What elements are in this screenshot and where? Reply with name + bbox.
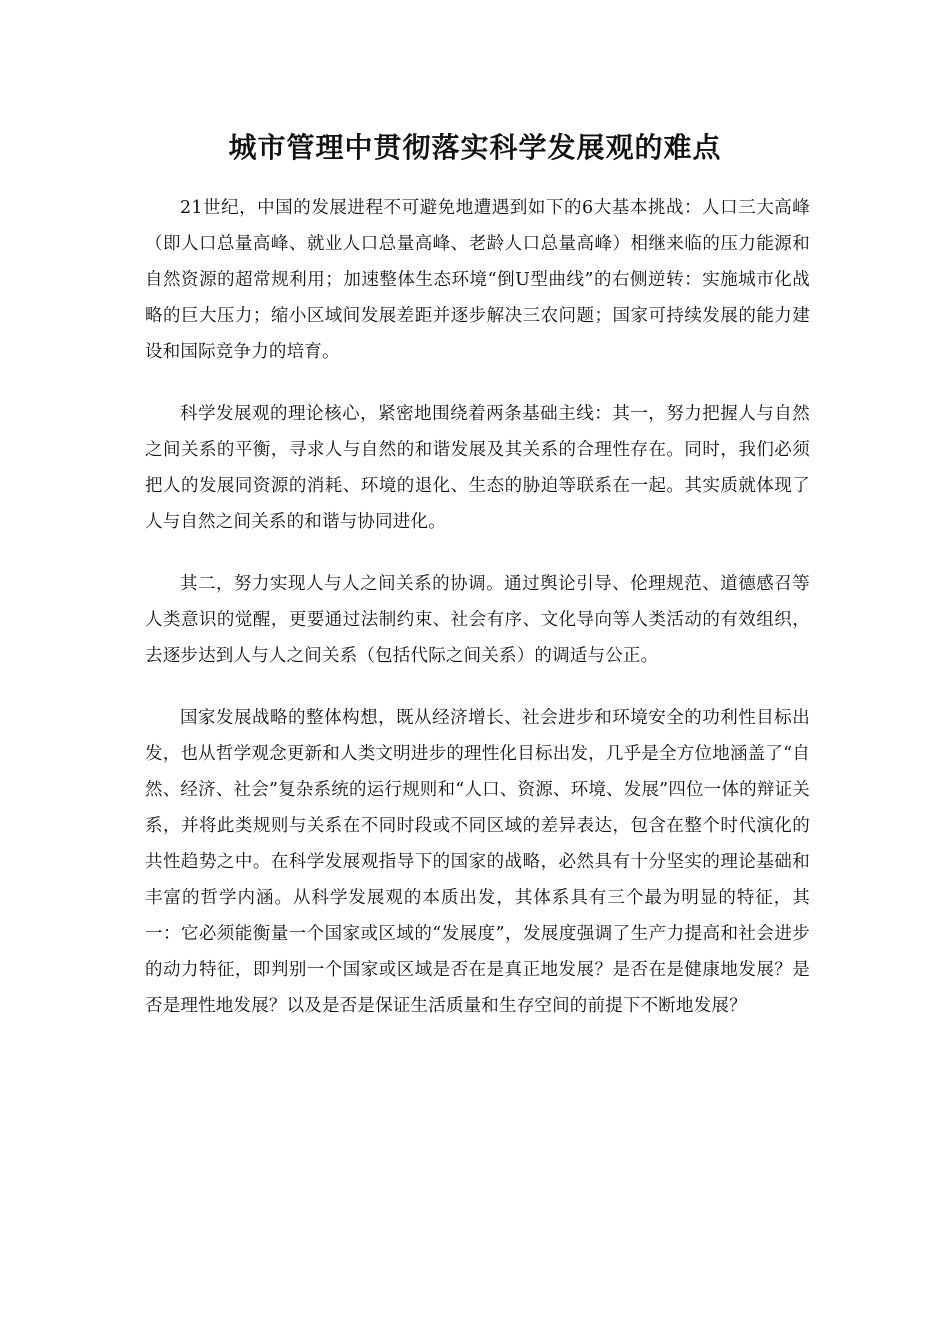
- document-body: [145, 190, 810, 1050]
- paragraph-3: 其二，努力实现人与人之间关系的协调。通过舆论引导、伦理规范、道德感召等人类意识的觉醒，更要通过法制约束、社会有序、文化导向等人类活动的有效组织，去逐步达到人与人之间关系（包括代际之间关系）的调适与公正。: [145, 574, 810, 666]
- paragraph-1: 21世纪，中国的发展进程不可避免地遭遇到如下的6大基本挑战：人口三大高峰（即人口总量高峰、就业人口总量高峰、老龄人口总量高峰）相继来临的压力能源和自然资源的超常规利用；加速整体生态环境“倒U型曲线”的右侧逆转：实施城市化战略的巨大压力；缩小区域间发展差距并逐步解决三农问题；国家可持续发展的能力建设和国际竞争力的培育。: [145, 198, 810, 362]
- paragraph-4: 国家发展战略的整体构想，既从经济增长、社会进步和环境安全的功利性目标出发，也从哲学观念更新和人类文明进步的理性化目标出发，几乎是全方位地涵盖了“自然、经济、社会”复杂系统的运行规则和“人口、资源、环境、发展”四位一体的辩证关系，并将此类规则与关系在不同时段或不同区域的差异表达，包含在整个时代演化的共性趋势之中。在科学发展观指导下的国家的战略，必然具有十分坚实的理论基础和丰富的哲学内涵。从科学发展观的本质出发，其体系具有三个最为明显的特征，其一：它必须能衡量一个国家或区域的“发展度”，发展度强调了生产力提高和社会进步的动力特征，即判别一个国家或区域是否在是真正地发展？是否在是健康地发展？是否是理性地发展？以及是否是保证生活质量和生存空间的前提下不断地发展？: [145, 708, 810, 1016]
- paragraph-2: 科学发展观的理论核心，紧密地围绕着两条基础主线：其一，努力把握人与自然之间关系的平衡，寻求人与自然的和谐发展及其关系的合理性存在。同时，我们必须把人的发展同资源的消耗、环境的退化、生态的胁迫等联系在一起。其实质就体现了人与自然之间关系的和谐与协同进化。: [145, 404, 810, 532]
- document-title: 城市管理中贯彻落实科学发展观的难点: [228, 131, 722, 164]
